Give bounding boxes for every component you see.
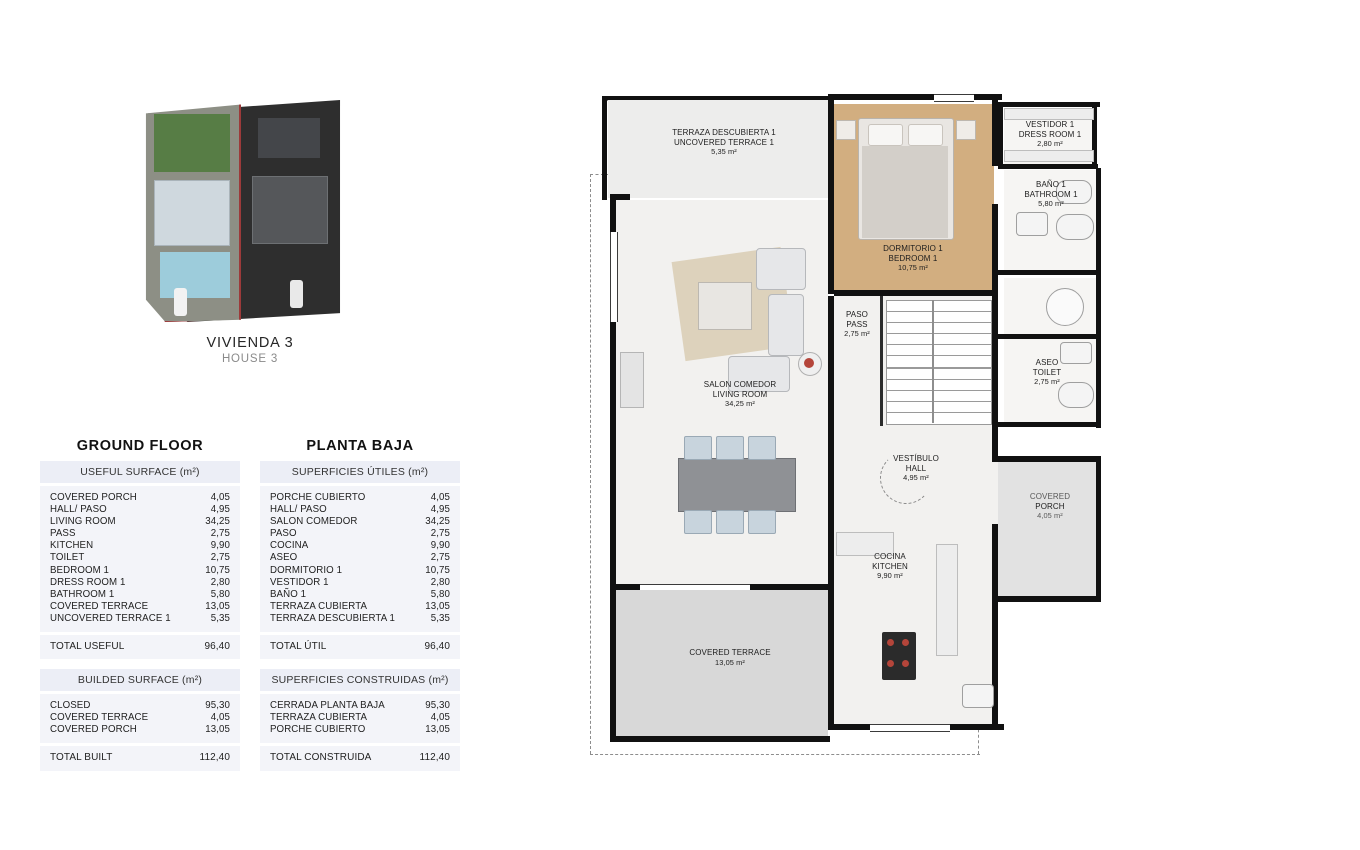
kitchen-cabinet-icon [936, 544, 958, 656]
table-title-es: PLANTA BAJA [306, 438, 414, 454]
tv-unit-icon [620, 352, 644, 408]
built-surface-rows-en [40, 694, 240, 743]
door-swing-icon [880, 452, 932, 504]
kitchen-counter-icon [836, 532, 894, 556]
dressroom-wall-top [998, 102, 1100, 107]
dining-chair-icon [748, 436, 776, 460]
room-area: 13,05 m² [715, 657, 745, 667]
table-row [270, 601, 450, 613]
hob-icon [882, 632, 916, 680]
row-label: ASEO [270, 552, 298, 564]
table-row [270, 589, 450, 601]
dining-chair-icon [684, 436, 712, 460]
row-value: 2,75 [430, 528, 450, 540]
shower-drain-icon [1046, 288, 1084, 326]
row-value: 10,75 [425, 564, 450, 576]
bedroom-wall-top-a [828, 94, 934, 100]
bathtub-icon [1056, 214, 1094, 240]
built-surface-header-es: SUPERFICIES CONSTRUIDAS (m²) [260, 669, 460, 691]
living-wall-top-a [610, 194, 630, 200]
table-row [50, 552, 230, 564]
built-surface-header-en: BUILDED SURFACE (m²) [40, 669, 240, 691]
dressroom-wall-left [998, 102, 1003, 168]
porch-wall-top [1062, 456, 1100, 462]
terrace-wall-top [602, 96, 834, 100]
room-area: 10,75 m² [898, 263, 928, 273]
row-label: TOTAL USEFUL [50, 641, 125, 653]
toilet-fixture-icon [1060, 342, 1092, 364]
room-label-es: PASO [845, 310, 869, 319]
covered-porch-floor [998, 462, 1100, 602]
useful-surface-rows-en [40, 486, 240, 632]
row-label: SALON COMEDOR [270, 516, 358, 528]
row-value: 10,75 [205, 564, 230, 576]
row-label: LIVING ROOM [50, 516, 116, 528]
row-label: TERRAZA CUBIERTA [270, 712, 368, 724]
table-row [50, 589, 230, 601]
room-area: 9,90 m² [877, 571, 903, 581]
row-label: BATHROOM 1 [50, 588, 115, 600]
room-area: 4,95 m² [903, 473, 929, 483]
wardrobe-icon [1004, 108, 1094, 120]
room-label-en: HALL [905, 463, 927, 473]
coffee-table-icon [698, 282, 752, 330]
hob-burner [887, 660, 894, 667]
row-label: COVERED TERRACE [50, 712, 149, 724]
useful-total-es [260, 635, 460, 659]
covered-terrace-floor [616, 590, 828, 740]
room-label-es: COVERED TERRACE [689, 648, 771, 657]
kitchen-wall-left [828, 524, 834, 730]
table-row [50, 752, 230, 764]
table-row [50, 565, 230, 577]
bedroom-wall-right-bottom [992, 204, 998, 294]
row-label: CLOSED [50, 700, 91, 712]
row-value: 2,75 [430, 552, 450, 564]
table-row [270, 641, 450, 653]
row-value: 96,40 [204, 641, 230, 653]
table-row [270, 552, 450, 564]
neighbour-villa [252, 176, 328, 244]
row-label: KITCHEN [50, 540, 94, 552]
row-value: 112,40 [199, 752, 230, 764]
table-row [50, 492, 230, 504]
row-label: PORCHE CUBIERTO [270, 724, 366, 736]
plant-pot-icon [804, 358, 814, 368]
room-label-en: PORCH [1035, 501, 1065, 511]
thumbnail-caption-es: VIVIENDA 3 [206, 335, 294, 351]
bed-blanket [862, 146, 948, 238]
built-total-es [260, 746, 460, 770]
table-english [40, 438, 240, 771]
useful-surface-header-es: SUPERFICIES ÚTILES (m²) [260, 461, 460, 483]
sink-icon [1056, 180, 1092, 204]
covered-terrace-wall-bottom [610, 736, 830, 742]
table-row [270, 752, 450, 764]
row-label: TERRAZA DESCUBIERTA 1 [270, 612, 396, 624]
row-label: HALL/ PASO [270, 504, 327, 516]
row-label: TOTAL ÚTIL [270, 641, 327, 653]
row-value: 4,05 [210, 492, 230, 503]
dining-chair-icon [684, 510, 712, 534]
row-value: 34,25 [425, 516, 450, 528]
room-area: 2,75 m² [844, 329, 870, 339]
armchair-icon [756, 248, 806, 290]
thumbnail-caption [140, 335, 360, 365]
stair-step [886, 412, 992, 425]
row-value: 13,05 [425, 724, 450, 736]
room-label-en: LIVING ROOM [712, 389, 768, 399]
table-title-en: GROUND FLOOR [76, 438, 204, 454]
dining-chair-icon [716, 510, 744, 534]
neighbour-roof-top [258, 118, 320, 158]
row-value: 2,75 [210, 528, 230, 540]
table-spanish [260, 438, 460, 771]
table-row [50, 712, 230, 724]
room-area: 34,25 m² [725, 399, 755, 409]
row-value: 96,40 [424, 641, 450, 653]
hob-burner [902, 639, 909, 646]
table-row [270, 613, 450, 625]
thumbnail-caption-en: HOUSE 3 [221, 353, 279, 365]
room-label-en: DRESS ROOM 1 [1018, 129, 1082, 139]
room-label-es: VESTIDOR 1 [1025, 120, 1075, 129]
hall-wall-left [828, 426, 834, 526]
row-value: 13,05 [205, 600, 230, 612]
room-label-es: BAÑO 1 [1036, 180, 1066, 189]
stair-step [886, 355, 992, 368]
row-label: PASS [50, 528, 76, 540]
toilet-fixture-icon [1016, 212, 1048, 236]
row-label: TOTAL BUILT [50, 752, 113, 764]
row-label: TOILET [50, 552, 85, 564]
car-icon [290, 280, 303, 308]
table-row [50, 540, 230, 552]
row-value: 5,35 [430, 612, 450, 624]
row-value: 95,30 [205, 700, 230, 712]
table-row [50, 577, 230, 589]
row-value: 2,80 [210, 576, 230, 588]
table-row [270, 492, 450, 504]
row-value: 4,95 [430, 504, 450, 516]
room-label-es: TERRAZA DESCUBIERTA 1 [672, 128, 776, 137]
plot-boundary-left [590, 174, 591, 754]
toilet-wall-bottom [998, 422, 1101, 427]
table-row [270, 724, 450, 736]
shower-wall-right [1096, 276, 1101, 334]
row-label: COCINA [270, 540, 309, 552]
covered-terrace-wall-left [610, 590, 616, 742]
row-label: UNCOVERED TERRACE 1 [50, 612, 171, 624]
row-value: 9,90 [210, 540, 230, 552]
row-value: 4,05 [430, 492, 450, 503]
room-label-en: BATHROOM 1 [1024, 189, 1078, 199]
kitchen-sink-icon [962, 684, 994, 708]
stair-direction-line [932, 300, 934, 423]
porch-wall-bottom [998, 596, 1100, 602]
row-label: VESTIDOR 1 [270, 576, 329, 588]
site-plan-thumbnail [140, 92, 350, 327]
porch-wall-right [1096, 456, 1101, 602]
bedroom-wall-left [828, 94, 834, 294]
room-label-en: KITCHEN [872, 561, 908, 571]
nightstand-icon [836, 120, 856, 140]
room-area: 4,05 m² [1037, 511, 1063, 521]
row-label: HALL/ PASO [50, 504, 107, 516]
row-value: 4,05 [210, 712, 230, 724]
room-label-es: ASEO [1035, 358, 1059, 367]
table-row [50, 724, 230, 736]
hall-wall-right-top [992, 426, 998, 456]
row-label: TOTAL CONSTRUIDA [270, 752, 372, 764]
toilet-wall-right [1096, 334, 1101, 428]
room-label-es: DORMITORIO 1 [883, 244, 943, 253]
living-window-left [610, 232, 618, 322]
sofa-icon [728, 356, 790, 392]
plot-boundary-bottom [590, 754, 980, 755]
table-row [270, 504, 450, 516]
table-row [50, 528, 230, 540]
room-label-es: VESTÍBULO [893, 454, 939, 463]
table-row [270, 540, 450, 552]
sofa-icon [768, 294, 804, 356]
built-total-en [40, 746, 240, 770]
row-value: 4,95 [210, 504, 230, 516]
dressroom-wall-bottom [998, 164, 1098, 169]
row-label: COVERED PORCH [50, 492, 137, 503]
table-row [50, 516, 230, 528]
table-row [270, 516, 450, 528]
bedroom-window [934, 94, 974, 102]
row-label: CERRADA PLANTA BAJA [270, 700, 385, 712]
row-label: TERRAZA CUBIERTA [270, 600, 368, 612]
table-row [50, 641, 230, 653]
table-row [50, 700, 230, 712]
row-value: 13,05 [425, 600, 450, 612]
surface-tables [40, 438, 460, 771]
site-thumbnail-block [140, 92, 360, 365]
row-label: COVERED TERRACE [50, 600, 149, 612]
room-area: 5,35 m² [711, 147, 737, 157]
stairwell-partition [880, 296, 883, 426]
row-value: 5,80 [430, 588, 450, 600]
built-surface-rows-es [260, 694, 460, 743]
room-area: 2,80 m² [1037, 139, 1063, 149]
bathroom-wall-right [1096, 168, 1101, 276]
pass-wall-left [828, 296, 834, 426]
row-value: 5,35 [210, 612, 230, 624]
table-row [270, 700, 450, 712]
row-label: PORCHE CUBIERTO [270, 492, 366, 503]
table-row [270, 528, 450, 540]
table-row [270, 565, 450, 577]
room-label-es: COCINA [874, 552, 906, 561]
bathroom-wall-bottom [998, 270, 1101, 275]
terrace-wall-left [602, 96, 607, 200]
nightstand-icon [956, 120, 976, 140]
row-value: 2,80 [430, 576, 450, 588]
row-value: 112,40 [419, 752, 450, 764]
uncovered-terrace-floor [608, 100, 828, 198]
wardrobe-icon [1004, 150, 1094, 162]
ground-floor-plan [580, 84, 1140, 764]
plot-outline [144, 100, 240, 322]
useful-surface-header-en: USEFUL SURFACE (m²) [40, 461, 240, 483]
room-label-en: UNCOVERED TERRACE 1 [674, 137, 774, 147]
room-label-es: SALON COMEDOR [703, 380, 777, 389]
dining-table-icon [678, 458, 796, 512]
pillow-icon [908, 124, 943, 146]
pillow-icon [868, 124, 903, 146]
row-label: COVERED PORCH [50, 724, 137, 736]
dining-chair-icon [716, 436, 744, 460]
row-value: 95,30 [425, 700, 450, 712]
useful-surface-rows-es [260, 486, 460, 632]
toilet-wall-top [998, 334, 1101, 339]
table-row [270, 577, 450, 589]
kitchen-window [870, 724, 950, 732]
row-label: BAÑO 1 [270, 588, 307, 600]
room-area: 2,75 m² [1034, 377, 1060, 387]
sink-icon [1058, 382, 1094, 408]
row-label: DRESS ROOM 1 [50, 576, 126, 588]
room-label-en: PASS [846, 319, 868, 329]
row-value: 4,05 [430, 712, 450, 724]
row-value: 9,90 [430, 540, 450, 552]
dining-chair-icon [748, 510, 776, 534]
room-label-es: COVERED [1029, 492, 1071, 501]
row-label: BEDROOM 1 [50, 564, 110, 576]
hob-burner [887, 639, 894, 646]
row-label: DORMITORIO 1 [270, 564, 343, 576]
row-label: PASO [270, 528, 297, 540]
row-value: 13,05 [205, 724, 230, 736]
table-row [50, 601, 230, 613]
row-value: 5,80 [210, 588, 230, 600]
room-label-en: BEDROOM 1 [888, 253, 938, 263]
row-value: 2,75 [210, 552, 230, 564]
table-row [50, 504, 230, 516]
room-label-en: TOILET [1032, 367, 1062, 377]
hob-burner [902, 660, 909, 667]
room-area: 5,80 m² [1038, 199, 1064, 209]
table-row [50, 613, 230, 625]
row-value: 34,25 [205, 516, 230, 528]
pass-wall-right [992, 296, 998, 426]
useful-total-en [40, 635, 240, 659]
table-row [270, 712, 450, 724]
